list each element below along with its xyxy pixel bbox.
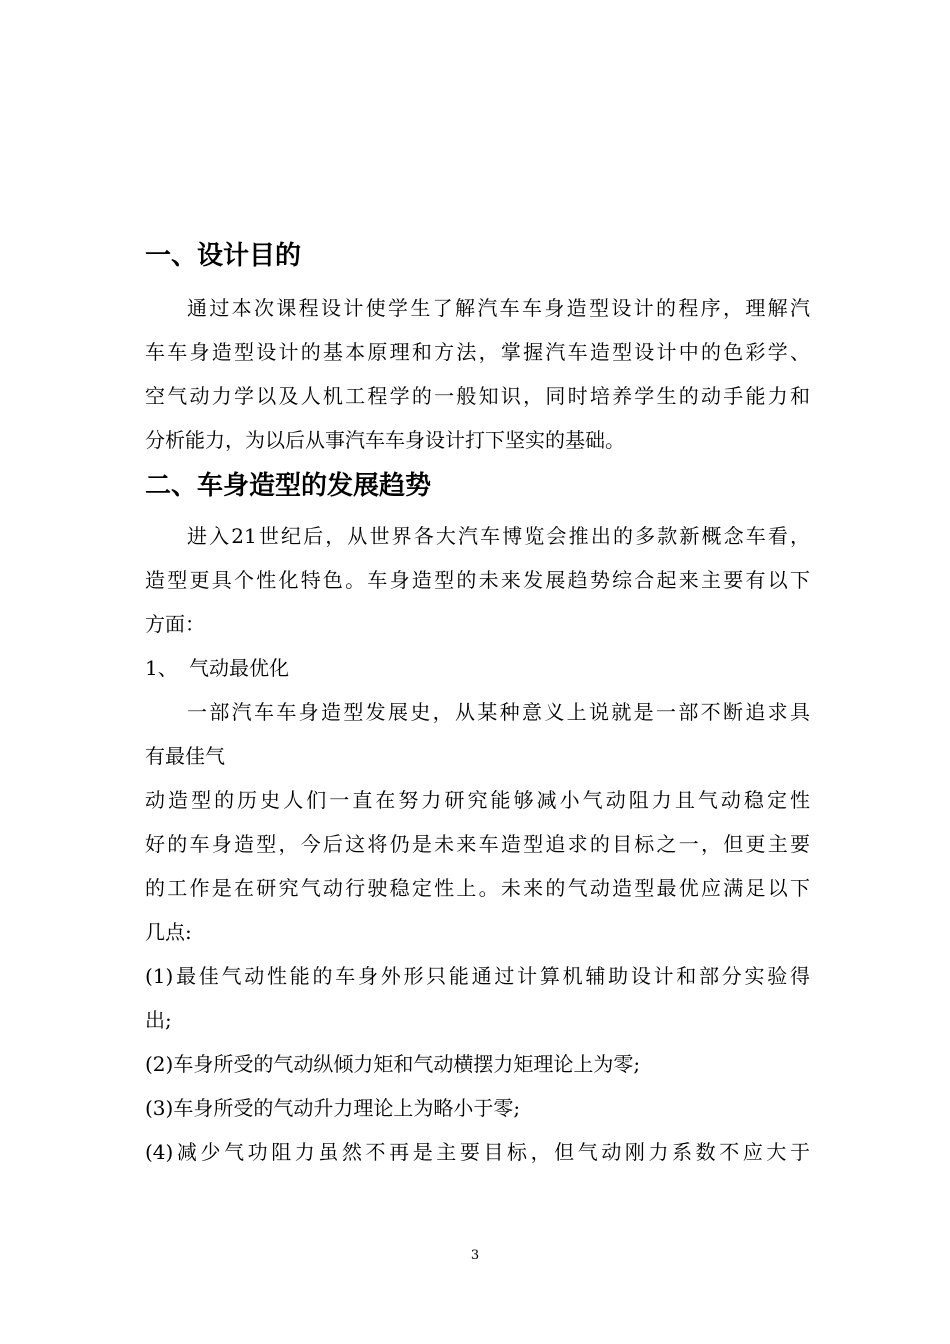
section-heading-design-purpose: 一、设计目的 [145,241,302,271]
list-item-number: 1、 [145,656,178,680]
paragraph-line: 通过本次课程设计使学生了解汽车车身造型设计的程序，理解汽 [187,296,810,320]
paragraph-line: 动造型的历史人们一直在努力研究能够减小气动阻力且气动稳定性 [145,788,810,812]
page-content [145,232,810,1174]
point-line: 出; [145,1008,172,1032]
paragraph-line: 空气动力学以及人机工程学的一般知识，同时培养学生的动手能力和 [145,384,810,408]
list-item-aero-optimization [145,646,810,690]
paragraph-line: 好的车身造型，今后这将仍是未来车造型追求的目标之一，但更主要 [145,832,810,856]
paragraph-line: 一部汽车车身造型发展史，从某种意义上说就是一部不断追求具 [187,700,810,724]
paragraph-line: 有最佳气 [145,744,225,768]
section-heading-body-styling-trends: 二、车身造型的发展趋势 [145,471,432,501]
list-item-title: 气动最优化 [189,656,289,680]
point-line: (1)最佳气动性能的车身外形只能通过计算机辅助设计和部分实验得 [145,964,810,988]
paragraph-line: 造型更具个性化特色。车身造型的未来发展趋势综合起来主要有以下 [145,568,810,592]
point-line: (4)减少气功阻力虽然不再是主要目标，但气动刚力系数不应大于 [145,1140,810,1164]
paragraph-line: 几点: [145,920,192,944]
page-number: 3 [470,1248,480,1263]
paragraph-line: 进入21世纪后，从世界各大汽车博览会推出的多款新概念车看， [187,524,810,548]
paragraph-line: 分析能力，为以后从事汽车车身设计打下坚实的基础。 [145,428,625,452]
paragraph-line: 方面： [145,612,205,636]
paragraph-line: 车车身造型设计的基本原理和方法，掌握汽车造型设计中的色彩学、 [145,340,810,364]
point-line: (2)车身所受的气动纵倾力矩和气动横摆力矩理论上为零; [145,1052,641,1076]
point-line: (3)车身所受的气动升力理论上为略小于零; [145,1096,521,1120]
paragraph-line: 的工作是在研究气动行驶稳定性上。未来的气动造型最优应满足以下 [145,876,810,900]
